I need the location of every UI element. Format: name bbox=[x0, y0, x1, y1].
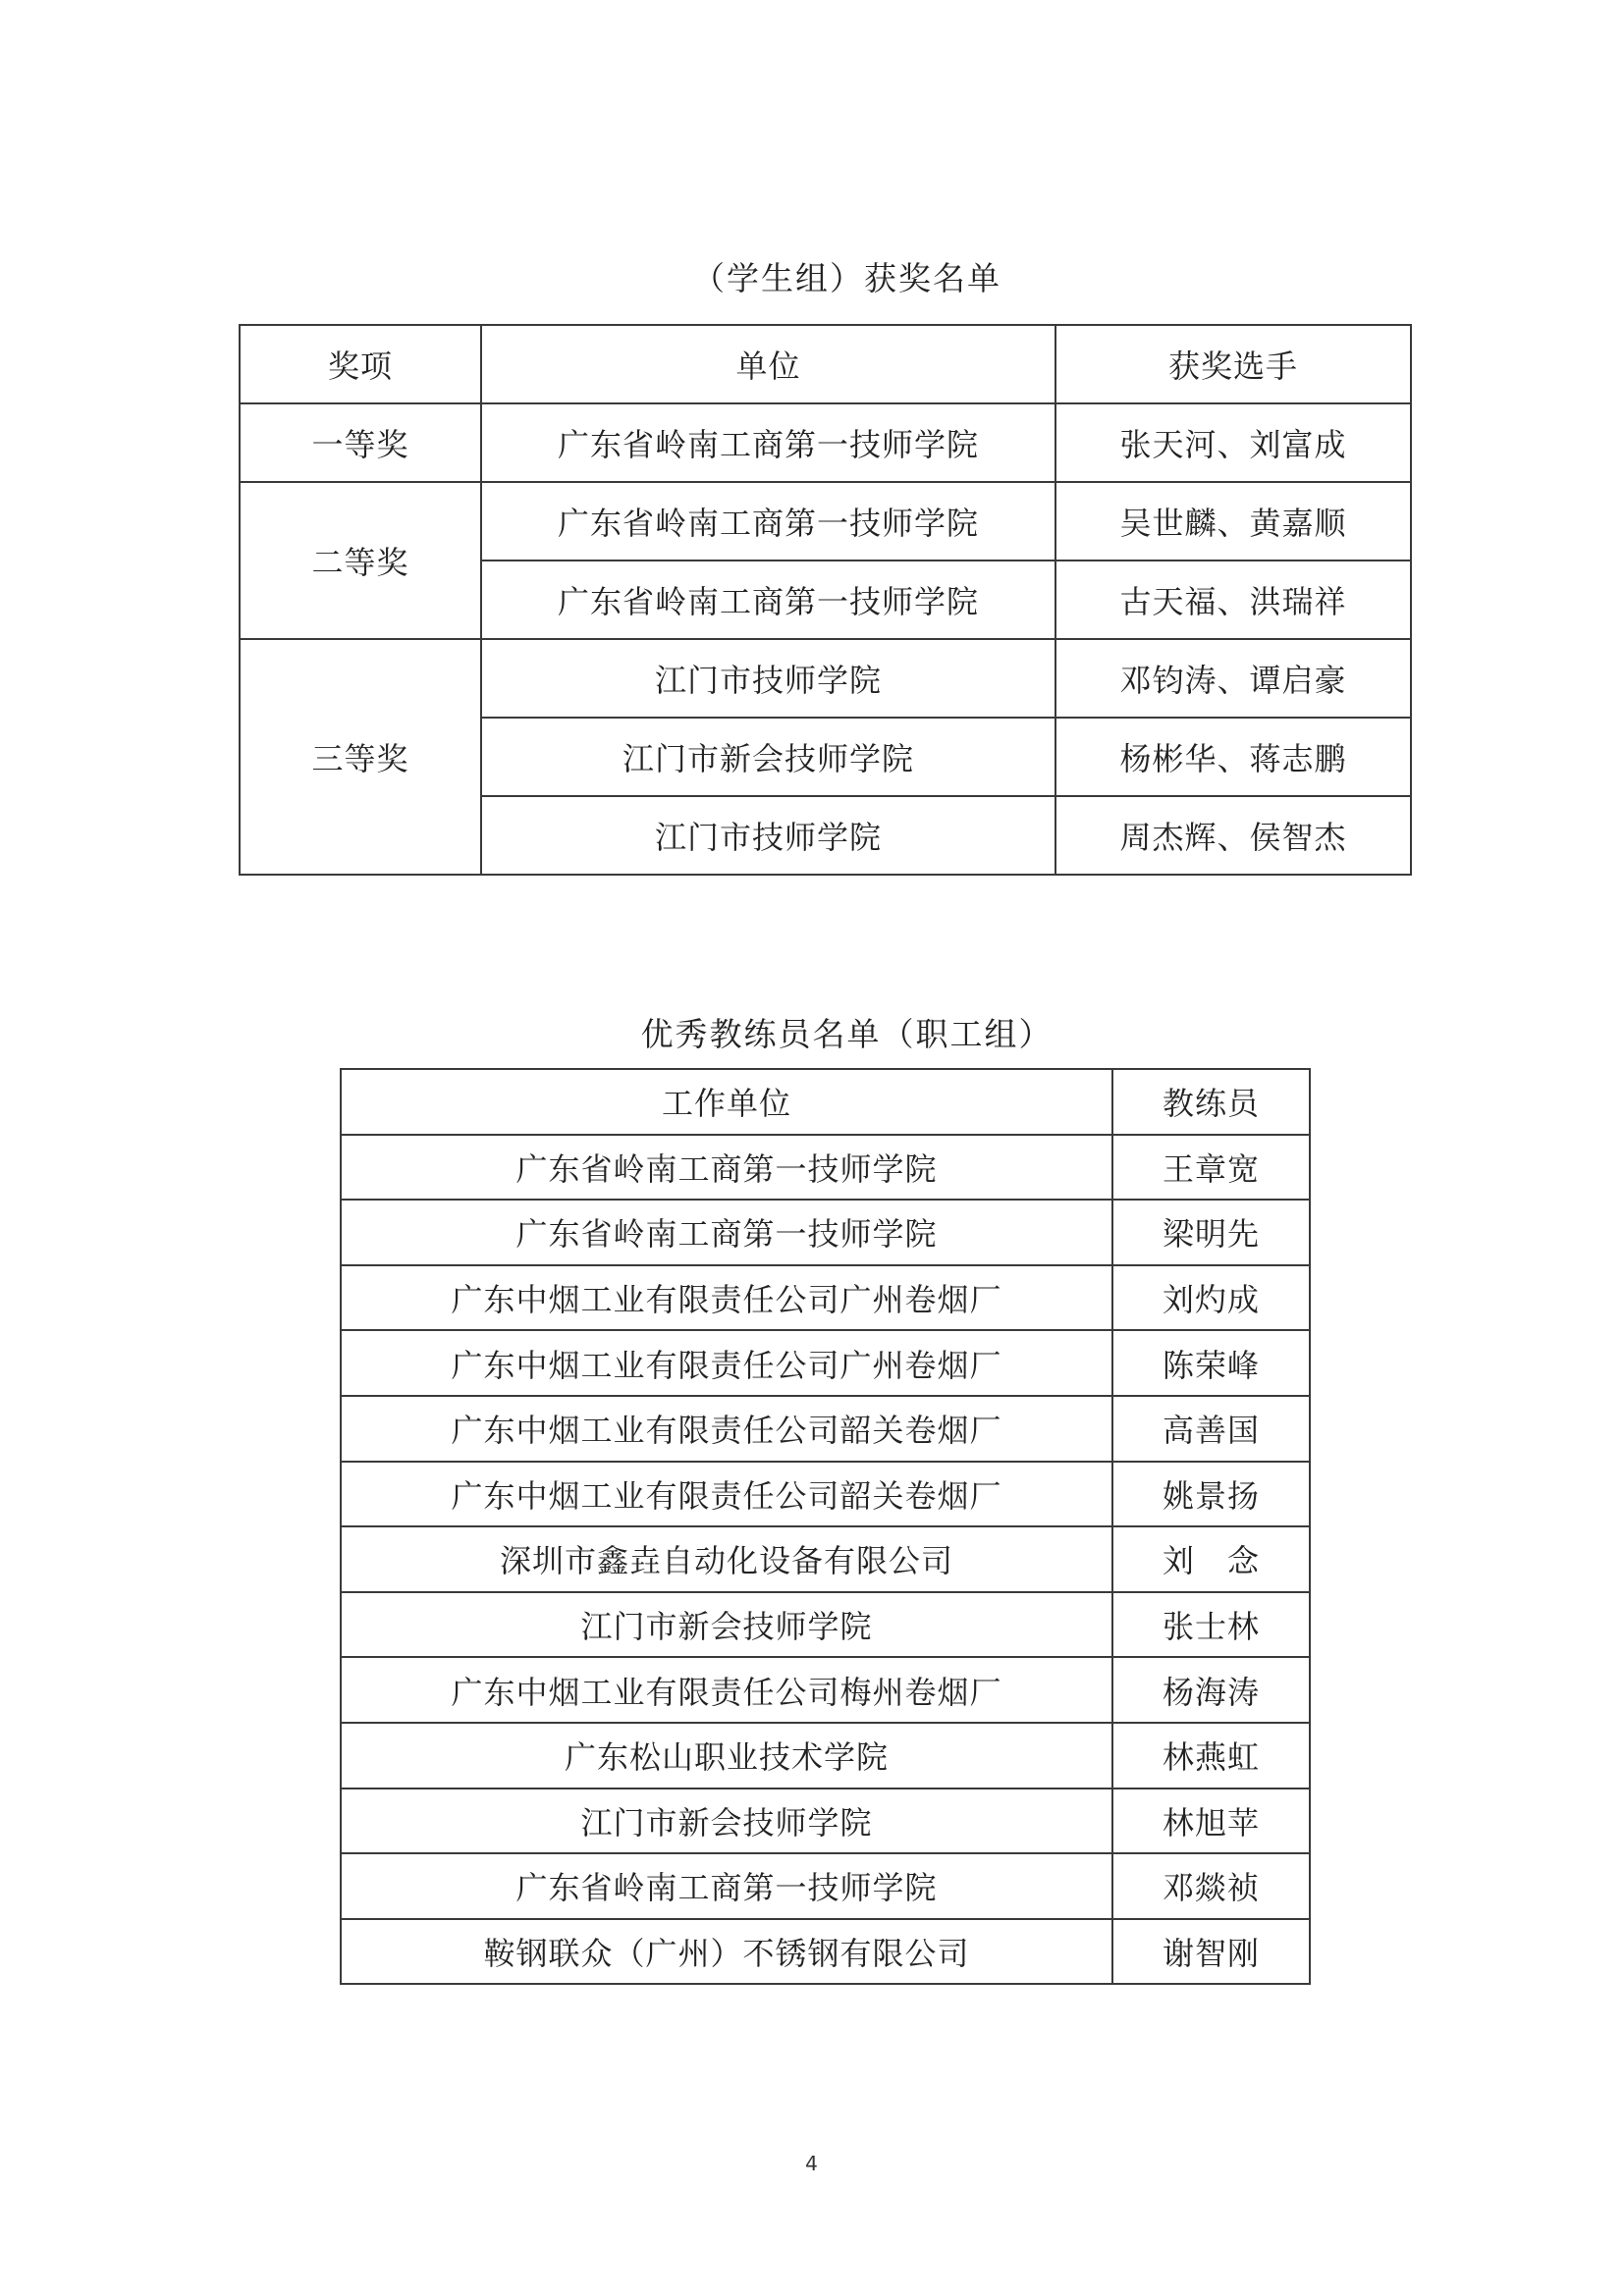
winners-cell: 周杰辉、侯智杰 bbox=[1055, 796, 1411, 875]
table-row bbox=[341, 1853, 1310, 1919]
unit-cell: 广东省岭南工商第一技师学院 bbox=[481, 482, 1055, 561]
coach-table-title: 优秀教练员名单（职工组） bbox=[640, 1015, 1054, 1053]
coach-name-cell: 杨海涛 bbox=[1112, 1657, 1310, 1723]
work-unit-cell: 江门市新会技师学院 bbox=[341, 1592, 1112, 1658]
winners-cell: 邓钧涛、谭启豪 bbox=[1055, 639, 1411, 718]
coach-name-cell: 姚景扬 bbox=[1112, 1462, 1310, 1527]
column-header-coach: 教练员 bbox=[1112, 1069, 1310, 1135]
work-unit-cell: 广东中烟工业有限责任公司韶关卷烟厂 bbox=[341, 1462, 1112, 1527]
award-level-cell: 一等奖 bbox=[240, 403, 481, 482]
coach-table bbox=[340, 1068, 1311, 1985]
work-unit-cell: 广东中烟工业有限责任公司梅州卷烟厂 bbox=[341, 1657, 1112, 1723]
work-unit-cell: 广东省岭南工商第一技师学院 bbox=[341, 1200, 1112, 1265]
winners-cell: 吴世麟、黄嘉顺 bbox=[1055, 482, 1411, 561]
table-row bbox=[341, 1265, 1310, 1331]
winners-cell: 张天河、刘富成 bbox=[1055, 403, 1411, 482]
coach-name-cell: 刘 念 bbox=[1112, 1526, 1310, 1592]
work-unit-cell: 广东中烟工业有限责任公司广州卷烟厂 bbox=[341, 1330, 1112, 1396]
column-header-winners: 获奖选手 bbox=[1055, 325, 1411, 403]
coach-name-cell: 陈荣峰 bbox=[1112, 1330, 1310, 1396]
coach-name-cell: 张士林 bbox=[1112, 1592, 1310, 1658]
table-row bbox=[341, 1135, 1310, 1201]
table-row bbox=[341, 1526, 1310, 1592]
work-unit-cell: 广东中烟工业有限责任公司韶关卷烟厂 bbox=[341, 1396, 1112, 1462]
table-row bbox=[240, 482, 1411, 561]
student-table-title: （学生组）获奖名单 bbox=[692, 259, 1001, 297]
table-row bbox=[341, 1592, 1310, 1658]
table-row bbox=[341, 1462, 1310, 1527]
coach-name-cell: 谢智刚 bbox=[1112, 1919, 1310, 1985]
column-header-work-unit: 工作单位 bbox=[341, 1069, 1112, 1135]
work-unit-cell: 广东省岭南工商第一技师学院 bbox=[341, 1853, 1112, 1919]
table-row bbox=[240, 639, 1411, 718]
work-unit-cell: 广东中烟工业有限责任公司广州卷烟厂 bbox=[341, 1265, 1112, 1331]
column-header-unit: 单位 bbox=[481, 325, 1055, 403]
table-row bbox=[341, 1723, 1310, 1789]
unit-cell: 广东省岭南工商第一技师学院 bbox=[481, 561, 1055, 639]
coach-name-cell: 邓燚祯 bbox=[1112, 1853, 1310, 1919]
table-header-row bbox=[240, 325, 1411, 403]
work-unit-cell: 广东松山职业技术学院 bbox=[341, 1723, 1112, 1789]
unit-cell: 广东省岭南工商第一技师学院 bbox=[481, 403, 1055, 482]
table-header-row bbox=[341, 1069, 1310, 1135]
unit-cell: 江门市新会技师学院 bbox=[481, 718, 1055, 796]
unit-cell: 江门市技师学院 bbox=[481, 639, 1055, 718]
table-row bbox=[341, 1200, 1310, 1265]
column-header-award: 奖项 bbox=[240, 325, 481, 403]
award-level-cell: 二等奖 bbox=[240, 482, 481, 639]
winners-cell: 杨彬华、蒋志鹏 bbox=[1055, 718, 1411, 796]
table-row bbox=[240, 403, 1411, 482]
work-unit-cell: 广东省岭南工商第一技师学院 bbox=[341, 1135, 1112, 1201]
award-level-cell: 三等奖 bbox=[240, 639, 481, 875]
coach-name-cell: 王章宽 bbox=[1112, 1135, 1310, 1201]
table-row bbox=[341, 1657, 1310, 1723]
work-unit-cell: 深圳市鑫垚自动化设备有限公司 bbox=[341, 1526, 1112, 1592]
winners-cell: 古天福、洪瑞祥 bbox=[1055, 561, 1411, 639]
page-number: 4 bbox=[805, 2152, 818, 2175]
table-row bbox=[341, 1330, 1310, 1396]
coach-name-cell: 刘灼成 bbox=[1112, 1265, 1310, 1331]
table-row bbox=[341, 1919, 1310, 1985]
coach-name-cell: 梁明先 bbox=[1112, 1200, 1310, 1265]
coach-name-cell: 高善国 bbox=[1112, 1396, 1310, 1462]
student-awards-table bbox=[239, 324, 1412, 876]
coach-name-cell: 林旭苹 bbox=[1112, 1789, 1310, 1854]
coach-name-cell: 林燕虹 bbox=[1112, 1723, 1310, 1789]
work-unit-cell: 江门市新会技师学院 bbox=[341, 1789, 1112, 1854]
table-row bbox=[341, 1789, 1310, 1854]
work-unit-cell: 鞍钢联众（广州）不锈钢有限公司 bbox=[341, 1919, 1112, 1985]
unit-cell: 江门市技师学院 bbox=[481, 796, 1055, 875]
table-row bbox=[341, 1396, 1310, 1462]
